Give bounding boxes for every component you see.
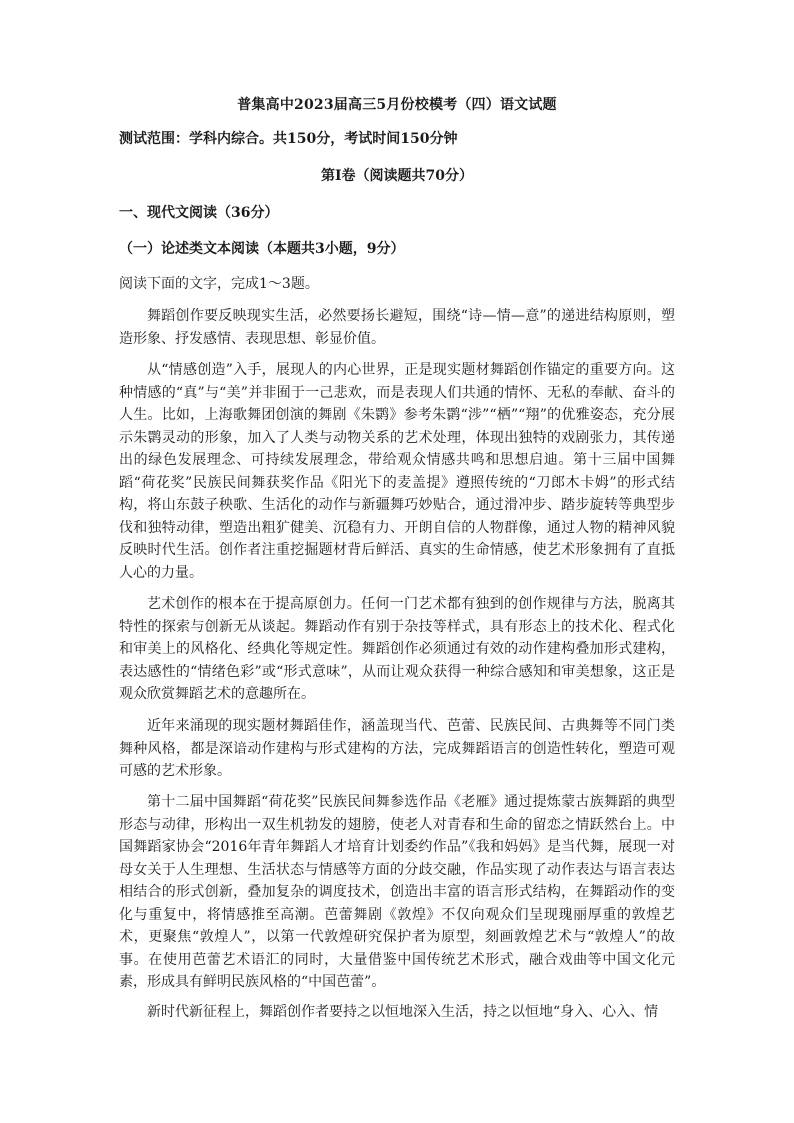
exam-scope: 测试范围：学科内综合。共150分，考试时间150分钟 (119, 131, 458, 147)
reading-instruction: 阅读下面的文字，完成1～3题。 (119, 276, 319, 292)
paragraph-4: 近年来涌现的现实题材舞蹈佳作，涵盖现当代、芭蕾、民族民间、古典舞等不同门类舞种风格，都是深谙动作建构与形式建构的方法，完成舞蹈语言的创造性转化，塑造可观可感的艺术形象。 (119, 718, 675, 779)
paragraph-5: 第十二届中国舞蹈“荷花奖”民族民间舞参选作品《老雁》通过提炼蒙古族舞蹈的典型形态与动律，形构出一双生机勃发的翅膀，使老人对青春和生命的留恋之情跃然台上。中国舞蹈家协会“2016年青年舞蹈人才培育计划委约作品”《我和妈妈》是当代舞，展现一对母女关于人生理想、生活状态与情感等方面的分歧交融，作品实现了动作表达与语言表达相结合的形式创新，叠加复杂的调度技术，创造出丰富的语言形式结构，在舞蹈动作的变化与重复中，将情感推至高潮。芭蕾舞剧《敦煌》不仅向观众们呈现瑰丽厚重的敦煌艺术，更聚焦“敦煌人”，以第一代敦煌研究保护者为原型，刻画敦煌艺术与“敦煌人”的故事。在使用芭蕾艺术语汇的同时，大量借鉴中国传统艺术形式，融合戏曲等中国文化元素，形成具有鲜明民族风格的“中国芭蕾”。 (119, 794, 675, 990)
subpart-heading: （一）论述类文本阅读（本题共3小题，9分） (119, 241, 405, 257)
part-heading: 一、现代文阅读（36分） (119, 205, 279, 221)
paragraph-2: 从“情感创造”入手，展现人的内心世界，正是现实题材舞蹈创作锚定的重要方向。这种情感的“真”与“美”并非囿于一己悲欢，而是表现人们共通的情怀、无私的奉献、奋斗的人生。比如，上海歌舞团创演的舞剧《朱鹮》参考朱鹮“涉”“栖”“翔”的优雅姿态，充分展示朱鹮灵动的形象，加入了人类与动物关系的艺术处理，体现出独特的戏剧张力，其传递出的绿色发展理念、可持续发展理念，带给观众情感共鸣和思想启迪。第十三届中国舞蹈“荷花奖”民族民间舞获奖作品《阳光下的麦盖提》遵照传统的“刀郎木卡姆”的形式结构，将山东鼓子秧歌、生活化的动作与新疆舞巧妙贴合，通过滑冲步、踏步旋转等典型步伐和独特动律，塑造出粗犷健美、沉稳有力、开朗自信的人物群像，通过人物的精神风貌反映时代生活。创作者注重挖掘题材背后鲜活、真实的生命情感，使艺术形象拥有了直抵人心的力量。 (119, 362, 675, 581)
volume-heading: 第Ⅰ卷（阅读题共70分） (320, 168, 474, 184)
exam-title: 普集高中2023届高三5月份校模考（四）语文试题 (237, 97, 557, 113)
paragraph-6: 新时代新征程上，舞蹈创作者要持之以恒地深入生活，持之以恒地“身入、心入、情 (147, 1004, 659, 1020)
paragraph-3: 艺术创作的根本在于提高原创力。任何一门艺术都有独到的创作规律与方法，脱离其特性的探索与创新无从谈起。舞蹈动作有别于杂技等样式，具有形态上的技术化、程式化和审美上的风格化、经典化等规定性。舞蹈创作必须通过有效的动作建构叠加形式建构，表达感性的“情绪色彩”或“形式意味”，从而让观众获得一种综合感知和审美想象，这正是观众欣赏舞蹈艺术的意趣所在。 (119, 596, 675, 702)
paragraph-1: 舞蹈创作要反映现实生活，必然要扬长避短，围绕“诗—情—意”的递进结构原则，塑造形象、抒发感情、表现思想、彰显价值。 (119, 308, 675, 347)
